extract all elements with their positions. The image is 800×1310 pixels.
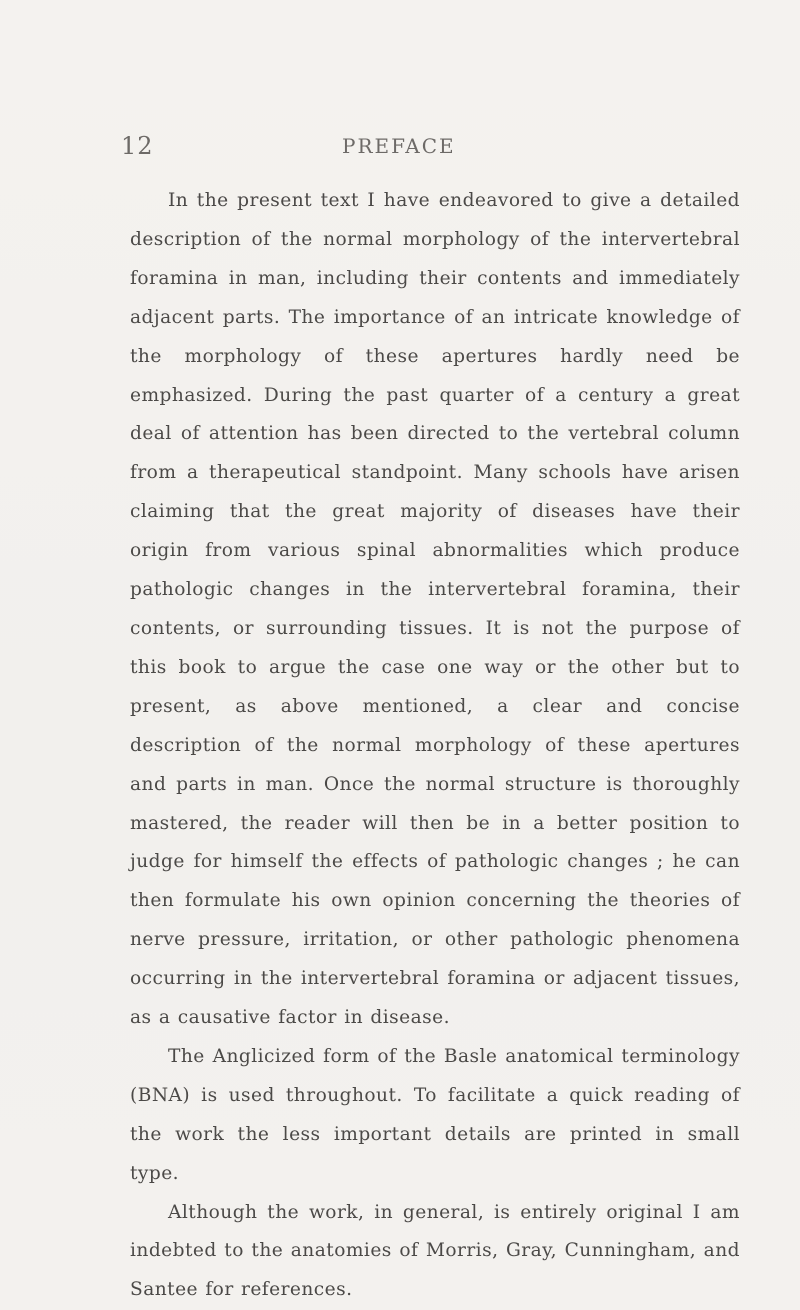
paragraph-terminology: The Anglicized form of the Basle anatomical terminology (BNA) is used throughout. To facilitate a quick reading of the work the less important details are printed in small type. [130,1045,740,1184]
paragraph-acknowledgments: Although the work, in general, is entirely original I am indebted to the anatomies of Morris, Gray, Cunningham, and Santee for references. [130,1201,740,1301]
page-header [121,132,761,168]
running-head: PREFACE [342,134,456,158]
paragraph-intro: In the present text I have endeavored to give a detailed description of the normal morphology of the intervertebral foramina in man, including their contents and immediately adjacent parts. The importance of an intricate knowledge of the morphology of these apertures hardly need be emphasized. During the past quarter of a century a great deal of attention has been directed to the vertebral column from a therapeutical standpoint. Many schools have arisen claiming that the great majority of diseases have their origin from various spinal abnormalities which produce pathologic changes in the intervertebral foramina, their contents, or surrounding tissues. It is not the purpose of this book to argue the case one way or the other but to present, as above mentioned, a clear and concise description of the normal morphology of these apertures and parts in man. Once the normal structure is thoroughly mastered, the reader will then be in a better position to judge for himself the effects of pathologic changes ; he can then formulate his own opinion concerning the theories of nerve pressure, irritation, or other pathologic phenomena occurring in the intervertebral foramina or adjacent tissues, as a causative factor in disease. [130,190,740,1029]
body-text [130,182,740,1310]
page-number: 12 [121,132,154,160]
